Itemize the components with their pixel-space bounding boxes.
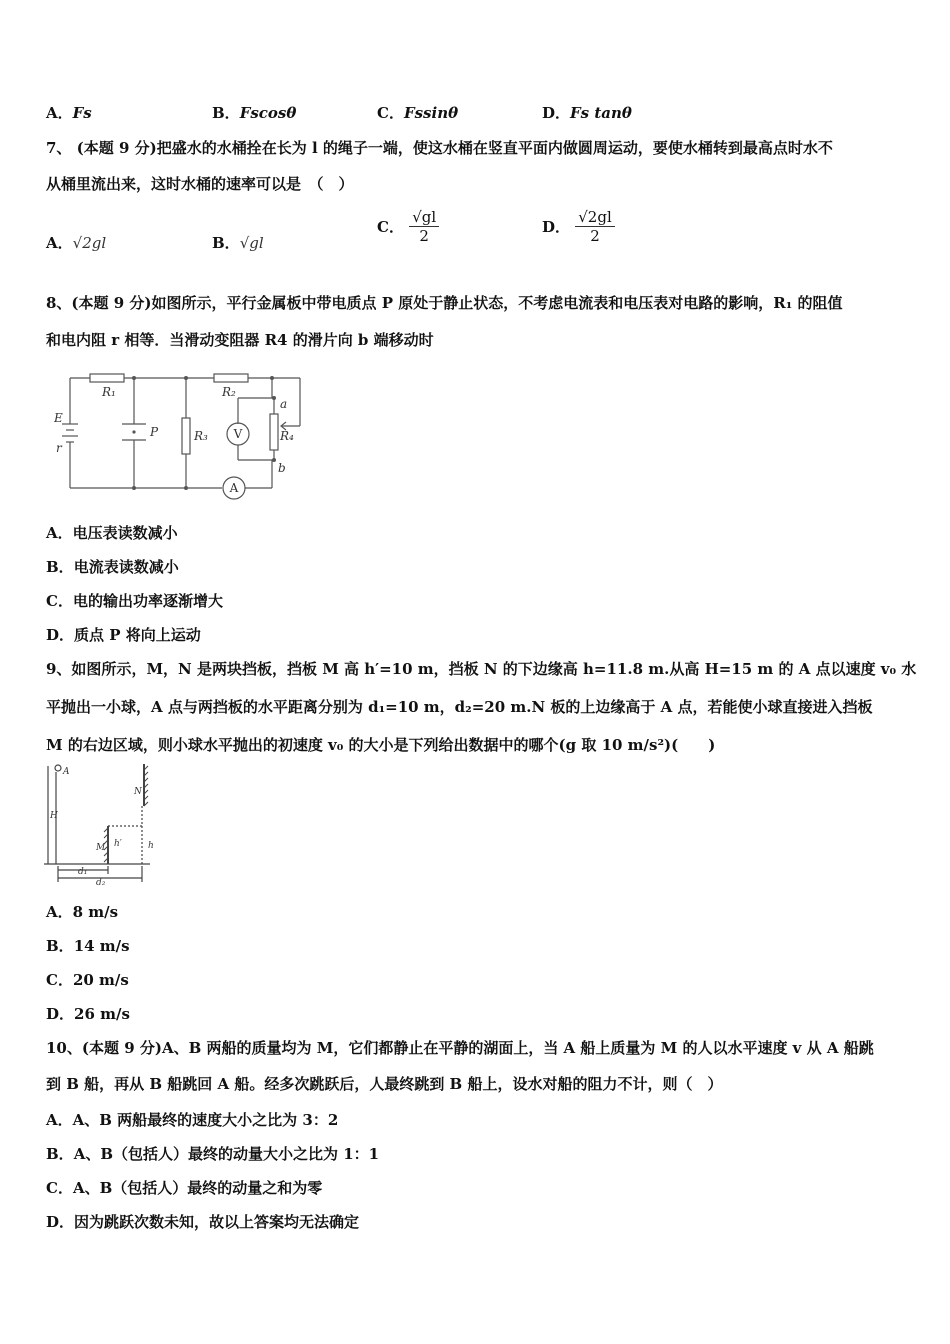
option-label: C．	[377, 218, 404, 236]
q9-stem-line1: 9、如图所示，M，N 是两块挡板，挡板 M 高 h′=10 m，挡板 N 的下边缘高 h=11.8 m.从高 H=15 m 的 A 点以速度 v₀ 水	[46, 660, 917, 678]
resistor-r3	[182, 418, 190, 454]
resistor-r1	[90, 374, 124, 382]
q6-option-d	[542, 103, 632, 123]
label-d1: d₁	[78, 867, 88, 877]
label-a-terminal: a	[280, 397, 288, 411]
label-big-h: H	[50, 811, 58, 821]
option-label: B．	[212, 234, 240, 252]
option-value: Fscosθ	[239, 104, 297, 122]
option-label: A．	[46, 524, 73, 542]
q9-option-a	[46, 902, 118, 922]
option-text: 因为跳跃次数未知，故以上答案均无法确定	[74, 1213, 360, 1231]
q7-option-b	[212, 233, 264, 253]
label-e: E	[54, 411, 63, 425]
label-m: M	[96, 843, 106, 853]
voltmeter-label: V	[233, 427, 243, 441]
q8-option-a	[46, 523, 178, 543]
option-value: Fs tanθ	[570, 104, 632, 122]
ammeter-label: A	[229, 481, 239, 495]
q9-option-d	[46, 1004, 130, 1024]
option-label: D．	[46, 626, 75, 644]
label-r2: R₂	[222, 385, 236, 399]
resistor-r2	[214, 374, 248, 382]
label-r1: R₁	[102, 385, 116, 399]
label-b-terminal: b	[278, 461, 286, 475]
option-label: A．	[46, 1111, 73, 1129]
option-label: D．	[46, 1005, 75, 1023]
option-value: √2gl	[72, 234, 107, 252]
q10-option-d	[46, 1212, 359, 1232]
option-label: B．	[46, 558, 74, 576]
q9-projectile-diagram	[44, 762, 164, 886]
option-label: D．	[542, 104, 571, 122]
label-p: P	[150, 425, 159, 439]
q9-option-b	[46, 936, 130, 956]
option-value: Fssinθ	[403, 104, 459, 122]
option-fraction	[575, 208, 615, 245]
q9-stem-line3: M 的右边区域，则小球水平抛出的初速度 v₀ 的大小是下列给出数据中的哪个(g 取 10 m/s²)( )	[46, 736, 716, 754]
q9-stem-line2: 平抛出一小球，A 点与两挡板的水平距离分别为 d₁=10 m，d₂=20 m.N 板的上边缘高于 A 点，若能使小球直接进入挡板	[46, 698, 873, 716]
option-label: D．	[542, 218, 571, 236]
q10-option-c	[46, 1178, 322, 1198]
label-h-prime: h′	[114, 839, 122, 849]
option-label: B．	[212, 104, 240, 122]
option-text: 电流表读数减小	[73, 558, 179, 576]
label-r3: R₃	[194, 429, 208, 443]
q8-stem-line2: 和电内阻 r 相等．当滑动变阻器 R4 的滑片向 b 端移动时	[46, 331, 434, 349]
option-text: 14 m/s	[73, 937, 130, 955]
label-h: h	[148, 841, 154, 851]
q7-option-d	[542, 208, 615, 245]
q6-option-b	[212, 103, 296, 123]
option-text: A、B（包括人）最终的动量之和为零	[72, 1179, 323, 1197]
option-label: C．	[46, 592, 73, 610]
option-label: C．	[377, 104, 404, 122]
option-label: B．	[46, 1145, 74, 1163]
q8-circuit-diagram	[52, 368, 312, 502]
label-d2: d₂	[96, 878, 106, 886]
q7-stem-line1: 7、 (本题 9 分)把盛水的水桶拴在长为 l 的绳子一端，使这水桶在竖直平面内做圆周运动，要使水桶转到最高点时水不	[46, 139, 833, 157]
q8-option-d	[46, 625, 201, 645]
q7-stem-line2: 从桶里流出来，这时水桶的速率可以是 （ ）	[46, 175, 354, 193]
q6-option-a	[46, 103, 92, 123]
fraction-denominator: 2	[419, 227, 429, 245]
q10-stem-line1: 10、(本题 9 分)A、B 两船的质量均为 M，它们都静止在平静的湖面上，当 A 船上质量为 M 的人以水平速度 v 从 A 船跳	[46, 1039, 874, 1057]
q10-option-a	[46, 1110, 338, 1130]
q7-option-c	[377, 208, 439, 245]
label-n: N	[134, 787, 142, 797]
fraction-denominator: 2	[590, 227, 600, 245]
q10-stem-line2: 到 B 船，再从 B 船跳回 A 船。经多次跳跃后，人最终跳到 B 船上，设水对船的阻力不计，则（ ）	[46, 1075, 723, 1093]
q8-stem-line1: 8、(本题 9 分)如图所示，平行金属板中带电质点 P 原处于静止状态，不考虑电流表和电压表对电路的影响，R₁ 的阻值	[46, 294, 843, 312]
label-a: A	[63, 767, 70, 777]
option-value: √gl	[239, 234, 264, 252]
label-r4: R₄	[280, 429, 294, 443]
option-text: 20 m/s	[72, 971, 129, 989]
q8-option-b	[46, 557, 179, 577]
option-text: A、B（包括人）最终的动量大小之比为 1：1	[73, 1145, 380, 1163]
option-label: C．	[46, 971, 73, 989]
option-label: A．	[46, 234, 73, 252]
fraction-numerator: √2gl	[575, 208, 615, 227]
option-label: A．	[46, 903, 73, 921]
option-text: 26 m/s	[74, 1005, 130, 1023]
rheostat-r4	[270, 414, 278, 450]
option-text: 电的输出功率逐渐增大	[72, 592, 223, 610]
fraction-numerator: √gl	[409, 208, 439, 227]
option-label: C．	[46, 1179, 73, 1197]
option-label: D．	[46, 1213, 75, 1231]
q8-option-c	[46, 591, 223, 611]
option-fraction	[409, 208, 439, 245]
option-text: 质点 P 将向上运动	[74, 626, 201, 644]
option-label: A．	[46, 104, 73, 122]
q10-option-b	[46, 1144, 379, 1164]
option-text: 电压表读数减小	[72, 524, 178, 542]
option-text: A、B 两船最终的速度大小之比为 3：2	[72, 1111, 339, 1129]
option-value: Fs	[72, 104, 92, 122]
q9-option-c	[46, 970, 129, 990]
option-label: B．	[46, 937, 74, 955]
label-r: r	[56, 441, 62, 455]
q7-option-a	[46, 233, 106, 253]
option-text: 8 m/s	[72, 903, 119, 921]
q6-option-c	[377, 103, 458, 123]
